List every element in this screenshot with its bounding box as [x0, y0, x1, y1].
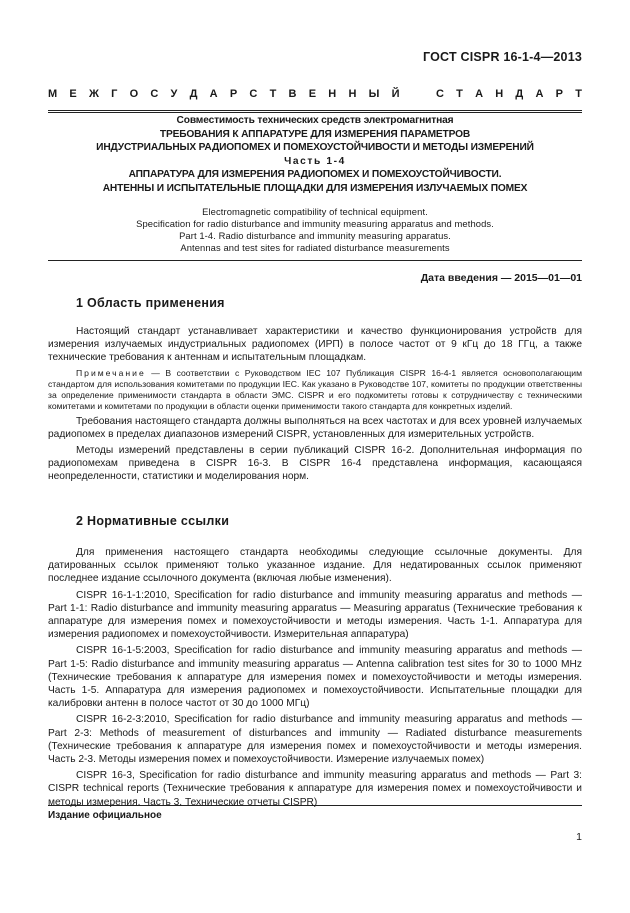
section-heading: 1 Область применения [76, 296, 225, 310]
heading-letter: С [249, 88, 258, 100]
section-heading: 2 Нормативные ссылки [76, 514, 230, 528]
interstate-standard-heading [48, 88, 582, 100]
title-line: Совместимость технических средств электромагнитная [176, 115, 454, 126]
heading-letter: А [535, 88, 544, 100]
divider [48, 112, 582, 113]
paragraph: Для применения настоящего стандарта необходимы следующие ссылочные документы. Для датированных ссылок применяют только указанное издание. Для недатированных ссылок применяют последнее издание ссылочного документа (включая любые изменения). [48, 547, 582, 585]
heading-letter: Е [308, 88, 317, 100]
title-part: Часть 1-4 [284, 155, 346, 167]
standard-id: ГОСТ CISPR 16-1-4—2013 [423, 50, 582, 64]
divider [48, 260, 582, 261]
introduction-date: Дата введения — 2015—01—01 [420, 272, 582, 284]
heading-letter: Д [515, 88, 524, 100]
footer-divider [48, 805, 582, 806]
reference-entry: CISPR 16-1-5:2003, Specification for radio disturbance and immunity measuring apparatus and methods — Part 1-5: Radio disturbance and immunity measuring apparatus — Antenna calibration test sites for 30 to 1000 MHz (Технические требования к аппаратуре для измерения помех и помехоустойчивости и методы измерения. Часть 1-5. Аппаратура для измерения радиопомех и помехоустойчивости. Испытательные площадки для калибровки антенн в полосе частот от 30 до 1000 МГц) [48, 645, 582, 710]
english-title [48, 206, 582, 254]
section-body [48, 546, 582, 812]
reference-entry: CISPR 16-1-1:2010, Specification for radio disturbance and immunity measuring apparatus and methods — Part 1-1: Radio disturbance and immunity measuring apparatus — Measuring apparatus (Технические требования к аппаратуре для измерения помех и помехоустойчивости и методы измерения. Часть 1-1. Аппаратура для измерения радиопомех и помехоустойчивости. Измерительная аппаратура) [48, 589, 582, 641]
english-title-line: Electromagnetic compatibility of technical equipment. [202, 206, 428, 217]
paragraph: Требования настоящего стандарта должны выполняться на всех частотах и для всех уровней излучаемых радиопомех в пределах диапазонов измерений CISPR, установленных для измерительных устройств. [48, 415, 582, 440]
page-number: 1 [576, 831, 582, 843]
heading-letter: Н [348, 88, 357, 100]
heading-letter: Т [575, 88, 582, 100]
section-body [48, 325, 582, 487]
title-line: ТРЕБОВАНИЯ К АППАРАТУРЕ ДЛЯ ИЗМЕРЕНИЯ ПАРАМЕТРОВ [159, 128, 471, 140]
heading-letter: Т [269, 88, 277, 100]
official-edition-label: Издание официальное [48, 810, 162, 821]
english-title-line: Specification for radio disturbance and immunity measuring apparatus and methods. [136, 218, 494, 229]
heading-letter: Ы [368, 88, 380, 100]
reference-entry: CISPR 16-3, Specification for radio disturbance and immunity measuring apparatus and methods — Part 3: CISPR technical reports (Технические требования к аппаратуре для измерения помех и помехоустойчивости и методы измерения. Часть 3. Технические отчеты CISPR) [48, 770, 582, 808]
heading-letter: Н [495, 88, 504, 100]
heading-letter: Р [229, 88, 238, 100]
heading-letter: О [129, 88, 139, 100]
heading-letter: В [288, 88, 297, 100]
russian-title [48, 114, 582, 195]
title-line: АНТЕННЫ И ИСПЫТАТЕЛЬНЫЕ ПЛОЩАДКИ ДЛЯ ИЗМЕРЕНИЯ ИЗЛУЧАЕМЫХ ПОМЕХ [102, 182, 528, 194]
note [48, 368, 582, 412]
reference-entry: CISPR 16-2-3:2010, Specification for radio disturbance and immunity measuring apparatus and methods — Part 2-3: Methods of measurement of disturbances and immunity — Radiated disturbance measurements (Технические требования к аппаратуре для измерения помех и помехоустойчивости и методы измерения. Часть 2-3. Методы измерения помех и помехоустойчивости. Измерение излучаемых помех) [48, 714, 582, 766]
heading-letter: А [209, 88, 218, 100]
heading-letter: С [435, 88, 444, 100]
title-line: АППАРАТУРА ДЛЯ ИЗМЕРЕНИЯ РАДИОПОМЕХ И ПОМЕХОУСТОЙЧИВОСТИ. [128, 169, 502, 180]
english-title-line: Part 1-4. Radio disturbance and immunity measuring apparatus. [179, 230, 451, 241]
note-label: Примечание [76, 367, 146, 378]
heading-letter: Е [69, 88, 77, 100]
heading-letter: У [170, 88, 178, 100]
heading-letter: Р [555, 88, 563, 100]
english-title-line: Antennas and test sites for radiated disturbance measurements [180, 242, 450, 253]
heading-letter: Т [456, 88, 463, 100]
paragraph: Методы измерений представлены в серии публикаций CISPR 16-2. Дополнительная информация по радиопомехам приведена в CISPR 16-3. В CISPR 16-4 представлена информация, касающаяся неопределенности, статистики и моделирования норм. [48, 445, 582, 483]
heading-word-gap [412, 88, 424, 100]
paragraph: Настоящий стандарт устанавливает характеристики и качество функционирования устройств для измерения излучаемых индустриальных радиопомех (ИРП) в полосе частот от 9 кГц до 18 ГГц, а также технические требования к антеннам и испытательным площадкам. [48, 326, 582, 364]
heading-letter: Н [328, 88, 337, 100]
title-line: ИНДУСТРИАЛЬНЫХ РАДИОПОМЕХ И ПОМЕХОУСТОЙЧИВОСТИ И МЕТОДЫ ИЗМЕРЕНИЙ [96, 142, 534, 153]
heading-letter: М [48, 88, 58, 100]
heading-letter: С [150, 88, 159, 100]
heading-letter: Й [391, 88, 400, 100]
heading-letter: Г [111, 88, 118, 100]
heading-letter: А [475, 88, 484, 100]
heading-letter: Д [189, 88, 198, 100]
note-text: — В соответствии с Руководством IEC 107 Публикация CISPR 16-4-1 является основополагающим стандартом для использования комитетами по продукции IEC. Как указано в Руководстве 107, комитеты по продукции ответственны за определение применимости стандарта в области ЭМС. CISPR и его подкомитеты готовы к сотрудничеству с техническими комитетами и комитетами по продукции в области оценки применимости такого стандарта для конкретных изделий. [48, 367, 582, 411]
heading-letter: Ж [88, 88, 99, 100]
